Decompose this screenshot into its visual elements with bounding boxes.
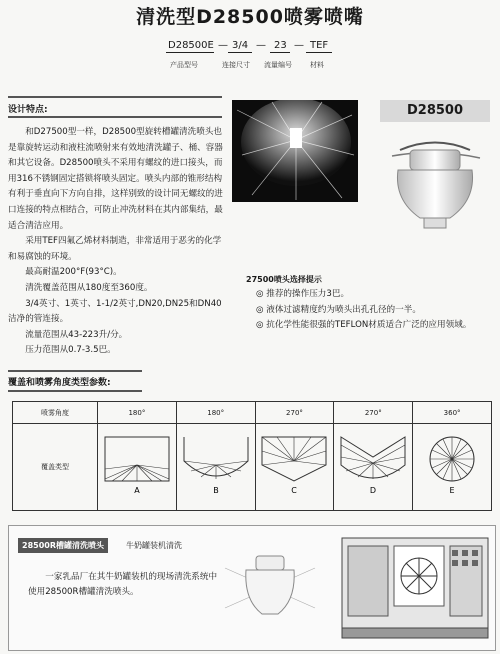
coverage-cell — [98, 424, 177, 511]
coverage-table — [12, 401, 492, 511]
code-flow: 23 — [274, 40, 287, 51]
pattern-b-diagram — [181, 435, 251, 497]
product-label: D28500 — [380, 100, 490, 122]
machine-icon — [340, 528, 490, 646]
row-label: 覆盖类型 — [13, 424, 98, 511]
tip-item: ◎ 推荐的操作压力3巴。 — [256, 289, 350, 300]
spray-photo — [232, 100, 358, 202]
pattern-e-diagram — [417, 435, 487, 497]
code-model: D28500E — [168, 40, 214, 51]
design-heading: 设计特点: — [8, 105, 48, 115]
pattern-label: A — [134, 486, 140, 495]
section-bar — [8, 96, 222, 98]
section-bar — [8, 116, 222, 118]
coverage-cell — [334, 424, 413, 511]
paragraph: 清洗覆盖范围从180度至360度。 — [25, 282, 153, 293]
application-text: 一家乳品厂在其牛奶罐装机的现场清洗系统中使用28500R槽罐清洗喷头。 — [28, 572, 218, 597]
angle-cell: 360° — [413, 402, 492, 424]
filling-machine-image — [340, 528, 490, 646]
coverage-cell — [176, 424, 255, 511]
sub-label: 连接尺寸 — [222, 61, 250, 69]
sub-label: 产品型号 — [170, 61, 198, 69]
paragraph: 和D27500型一样，D28500型旋转槽罐清洗喷头也是靠旋转运动和液柱流喷射来有效地清洗罐子、桶、容器和其它设备。D28500喷头不采用有螺纹的进口接头，而用316不锈钢固定搭锁将喷头固定。喷头内部的锥形结构有利于垂直向下方向自排，这样别致的设计同无螺纹的进口连接的特点相结合，可防止冲洗材料在其内部集结，最适合清洁应用。 — [8, 127, 223, 231]
code-material: TEF — [310, 40, 329, 51]
angle-cell: 270° — [255, 402, 334, 424]
nozzle-spray-icon — [220, 548, 320, 638]
tip-item: ◎ 液体过滤精度约为喷头出孔孔径的一半。 — [256, 304, 421, 315]
sub-label: 材料 — [310, 61, 324, 69]
underline — [166, 52, 214, 53]
pattern-label: E — [449, 486, 455, 495]
section-bar — [8, 390, 142, 392]
paragraph: 最高耐温200°F(93°C)。 — [25, 267, 122, 278]
application-label: 28500R槽罐清洗喷头 — [18, 538, 108, 553]
paragraph: 采用TEF四氟乙烯材料制造，非常适用于恶劣的化学和易腐蚀的环境。 — [8, 236, 222, 262]
row-label: 喷雾角度 — [13, 402, 98, 424]
coverage-cell — [255, 424, 334, 511]
code-dash: — — [218, 40, 228, 51]
section-bar — [8, 370, 142, 372]
pattern-d-diagram — [338, 435, 408, 497]
page-title: 清洗型D28500喷雾喷嘴 — [136, 6, 364, 28]
code-dash: — — [294, 40, 304, 51]
angle-cell: 270° — [334, 402, 413, 424]
pattern-a-diagram — [102, 435, 172, 497]
nozzle-icon — [380, 130, 490, 240]
pattern-label: B — [212, 486, 219, 495]
application-subtitle: 牛奶罐装机清洗 — [126, 541, 182, 550]
angle-cell: 180° — [98, 402, 177, 424]
underline — [228, 52, 252, 53]
tip-item: ◎ 抗化学性能很强的TEFLON材质适合广泛的应用领域。 — [256, 320, 472, 331]
coverage-cell — [413, 424, 492, 511]
paragraph: 流量范围从43-223升/分。 — [25, 329, 128, 340]
pattern-label: D — [370, 486, 377, 495]
sub-label: 流量编号 — [264, 61, 292, 69]
underline — [270, 52, 290, 53]
paragraph: 压力范围从0.7-3.5巴。 — [25, 345, 116, 356]
pattern-c-diagram — [259, 435, 329, 497]
paragraph: 3/4英寸、1英寸、1-1/2英寸,DN20,DN25和DN40洁净的管连接。 — [8, 298, 222, 325]
nozzle-spray-image — [220, 548, 320, 638]
code-dash: — — [256, 40, 266, 51]
pattern-label: C — [291, 486, 298, 495]
angle-cell: 180° — [176, 402, 255, 424]
tips-heading: 27500喷头选择提示 — [246, 275, 322, 284]
coverage-heading: 覆盖和喷雾角度类型参数: — [8, 378, 111, 388]
design-text — [8, 125, 228, 359]
code-size: 3/4 — [232, 40, 249, 51]
nozzle-image — [380, 130, 490, 240]
underline — [306, 52, 332, 53]
selection-tips — [246, 272, 496, 334]
spray-illustration — [232, 100, 358, 202]
